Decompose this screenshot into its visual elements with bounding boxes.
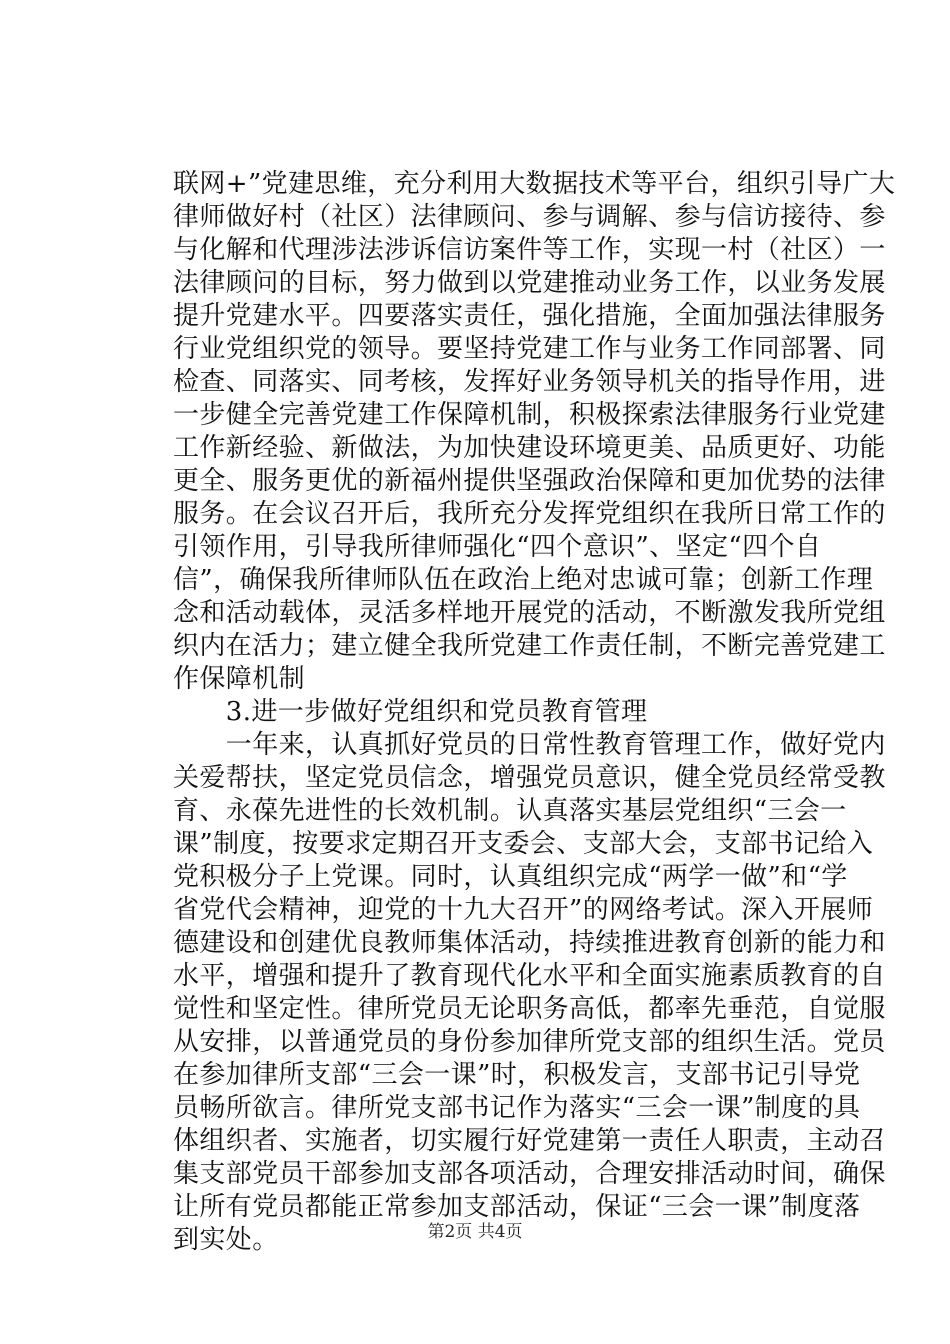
text-line: 检查、同落实、同考核，发挥好业务领导机关的指导作用，进 [173,367,886,397]
text-line: 联网+”党建思维，充分利用大数据技术等平台，组织引导广大 [173,169,896,199]
text-line: 法律顾问的目标，努力做到以党建推动业务工作，以业务发展 [173,268,886,298]
page-number-label: 第2页 共4页 [427,1222,523,1242]
text-line: 集支部党员干部参加支部各项活动，合理安排活动时间，确保 [173,1159,886,1189]
text-line: 作保障机制 [173,664,306,694]
text-line: 工作新经验、新做法，为加快建设环境更美、品质更好、功能 [173,433,886,463]
text-line: 行业党组织党的领导。要坚持党建工作与业务工作同部署、同 [173,334,886,364]
text-line: 关爱帮扶，坚定党员信念，增强党员意识，健全党员经常受教 [173,763,886,793]
text-line: 信”，确保我所律师队伍在政治上绝对忠诚可靠；创新工作理 [173,565,874,595]
text-line: 从安排，以普通党员的身份参加律所党支部的组织生活。党员 [173,1027,886,1057]
text-line: 课”制度，按要求定期召开支委会、支部大会，支部书记给入 [173,829,874,859]
text-line: 更全、服务更优的新福州提供坚强政治保障和更加优势的法律 [173,466,886,496]
text-line: 育、永葆先进性的长效机制。认真落实基层党组织“三会一 [173,796,847,826]
text-line: 一年来，认真抓好党员的日常性教育管理工作，做好党内 [173,730,886,760]
text-line: 觉性和坚定性。律所党员无论职务高低，都率先垂范，自觉服 [173,994,886,1024]
document-body [173,168,896,1257]
text-line: 与化解和代理涉法涉诉信访案件等工作，实现一村（社区）一 [173,235,886,265]
text-line: 一步健全完善党建工作保障机制，积极探索法律服务行业党建 [173,400,886,430]
text-line: 到实处。 [173,1225,279,1255]
text-line: 党积极分子上党课。同时，认真组织完成“两学一做”和“学 [173,862,848,892]
text-line: 服务。在会议召开后，我所充分发挥党组织在我所日常工作的 [173,499,886,529]
text-line: 省党代会精神，迎党的十九大召开”的网络考试。深入开展师 [173,895,874,925]
text-line: 织内在活力；建立健全我所党建工作责任制，不断完善党建工 [173,631,886,661]
text-line: 引领作用，引导我所律师强化“四个意识”、坚定“四个自 [173,532,822,562]
text-line: 在参加律所支部“三会一课”时，积极发言，支部书记引导党 [173,1060,861,1090]
text-line: 念和活动载体，灵活多样地开展党的活动，不断激发我所党组 [173,598,886,628]
text-line: 让所有党员都能正常参加支部活动，保证“三会一课”制度落 [173,1192,861,1222]
text-line: 员畅所欲言。律所党支部书记作为落实“三会一课”制度的具 [173,1093,861,1123]
text-line: 提升党建水平。四要落实责任，强化措施，全面加强法律服务 [173,301,886,331]
text-line: 体组织者、实施者，切实履行好党建第一责任人职责，主动召 [173,1126,886,1156]
page-footer [0,1220,950,1244]
text-line: 水平，增强和提升了教育现代化水平和全面实施素质教育的自 [173,961,886,991]
text-line: 律师做好村（社区）法律顾问、参与调解、参与信访接待、参 [173,202,886,232]
text-line: 德建设和创建优良教师集体活动，持续推进教育创新的能力和 [173,928,886,958]
section-heading: 3.进一步做好党组织和党员教育管理 [173,697,648,727]
